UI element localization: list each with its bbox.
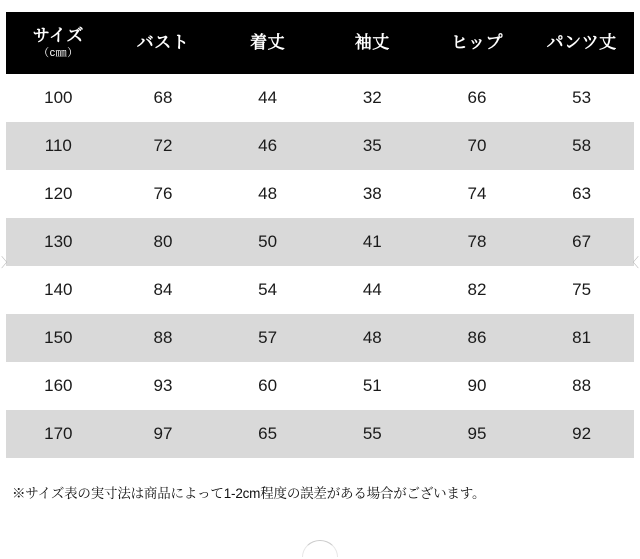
column-header-bust-label: バスト (136, 33, 190, 53)
cell-pants-length: 67 (572, 232, 592, 251)
cell-hip: 90 (467, 376, 487, 395)
cell-hip: 66 (467, 88, 487, 107)
column-header-hip-label: ヒップ (450, 33, 503, 53)
cell-pants-length: 75 (572, 280, 592, 299)
column-header-length-label: 着丈 (250, 33, 286, 53)
table-row (6, 266, 634, 314)
cell-sleeve: 44 (362, 280, 382, 299)
table-body (6, 74, 634, 458)
cell-bust: 97 (153, 424, 173, 443)
column-header-pants-length-label: パンツ丈 (546, 33, 617, 53)
cell-pants-length: 88 (572, 376, 592, 395)
table-row (6, 170, 634, 218)
cell-sleeve: 35 (362, 136, 382, 155)
column-header-length (215, 12, 320, 74)
cell-sleeve: 41 (362, 232, 382, 251)
table-row (6, 122, 634, 170)
cell-size: 150 (44, 328, 73, 347)
cell-size: 160 (44, 376, 73, 395)
table-row (6, 74, 634, 122)
cell-sleeve: 32 (362, 88, 382, 107)
cell-sleeve: 51 (362, 376, 382, 395)
cell-pants-length: 53 (572, 88, 592, 107)
cell-bust: 68 (153, 88, 173, 107)
table-row (6, 362, 634, 410)
table-row (6, 314, 634, 362)
left-edge-mark: 〉 (1, 255, 15, 270)
cell-hip: 78 (467, 232, 487, 251)
cell-size: 100 (44, 88, 73, 107)
column-header-hip (425, 12, 530, 74)
column-header-size-label: サイズ (32, 26, 84, 46)
cell-hip: 86 (467, 328, 487, 347)
cell-bust: 93 (153, 376, 173, 395)
cell-sleeve: 48 (362, 328, 382, 347)
cell-length: 48 (258, 184, 278, 203)
column-header-sleeve (320, 12, 425, 74)
cell-length: 50 (258, 232, 278, 251)
cell-sleeve: 38 (362, 184, 382, 203)
column-header-size-unit: （c㎜） (38, 46, 79, 59)
cell-bust: 76 (153, 184, 173, 203)
column-header-bust (111, 12, 216, 74)
cell-pants-length: 58 (572, 136, 592, 155)
size-disclaimer-note: ※サイズ表の実寸法は商品によって1-2cm程度の誤差がある場合がございます。 (12, 486, 486, 501)
cell-hip: 74 (467, 184, 487, 203)
right-edge-mark: 〈 (625, 255, 639, 270)
cell-length: 60 (258, 376, 278, 395)
cell-hip: 82 (467, 280, 487, 299)
table-row (6, 218, 634, 266)
size-table-container (6, 12, 634, 458)
cell-length: 54 (258, 280, 278, 299)
cell-bust: 84 (153, 280, 173, 299)
cell-length: 57 (258, 328, 278, 347)
cell-pants-length: 92 (572, 424, 592, 443)
cell-size: 110 (44, 136, 72, 155)
cell-size: 130 (44, 232, 73, 251)
cell-length: 44 (258, 88, 278, 107)
cell-pants-length: 81 (572, 328, 592, 347)
cell-hip: 70 (467, 136, 487, 155)
cell-size: 120 (44, 184, 73, 203)
cell-hip: 95 (467, 424, 487, 443)
table-header (6, 12, 634, 74)
cell-bust: 88 (153, 328, 173, 347)
bottom-arc-decoration (302, 540, 338, 557)
column-header-sleeve-label: 袖丈 (354, 33, 390, 53)
cell-size: 170 (44, 424, 73, 443)
cell-bust: 72 (153, 136, 173, 155)
cell-length: 46 (258, 136, 278, 155)
column-header-size (6, 12, 111, 74)
size-table (6, 12, 634, 458)
cell-bust: 80 (153, 232, 173, 251)
cell-pants-length: 63 (572, 184, 592, 203)
table-row (6, 410, 634, 458)
cell-size: 140 (44, 280, 73, 299)
header-row (6, 12, 634, 74)
cell-length: 65 (258, 424, 278, 443)
column-header-pants-length (529, 12, 634, 74)
cell-sleeve: 55 (362, 424, 382, 443)
